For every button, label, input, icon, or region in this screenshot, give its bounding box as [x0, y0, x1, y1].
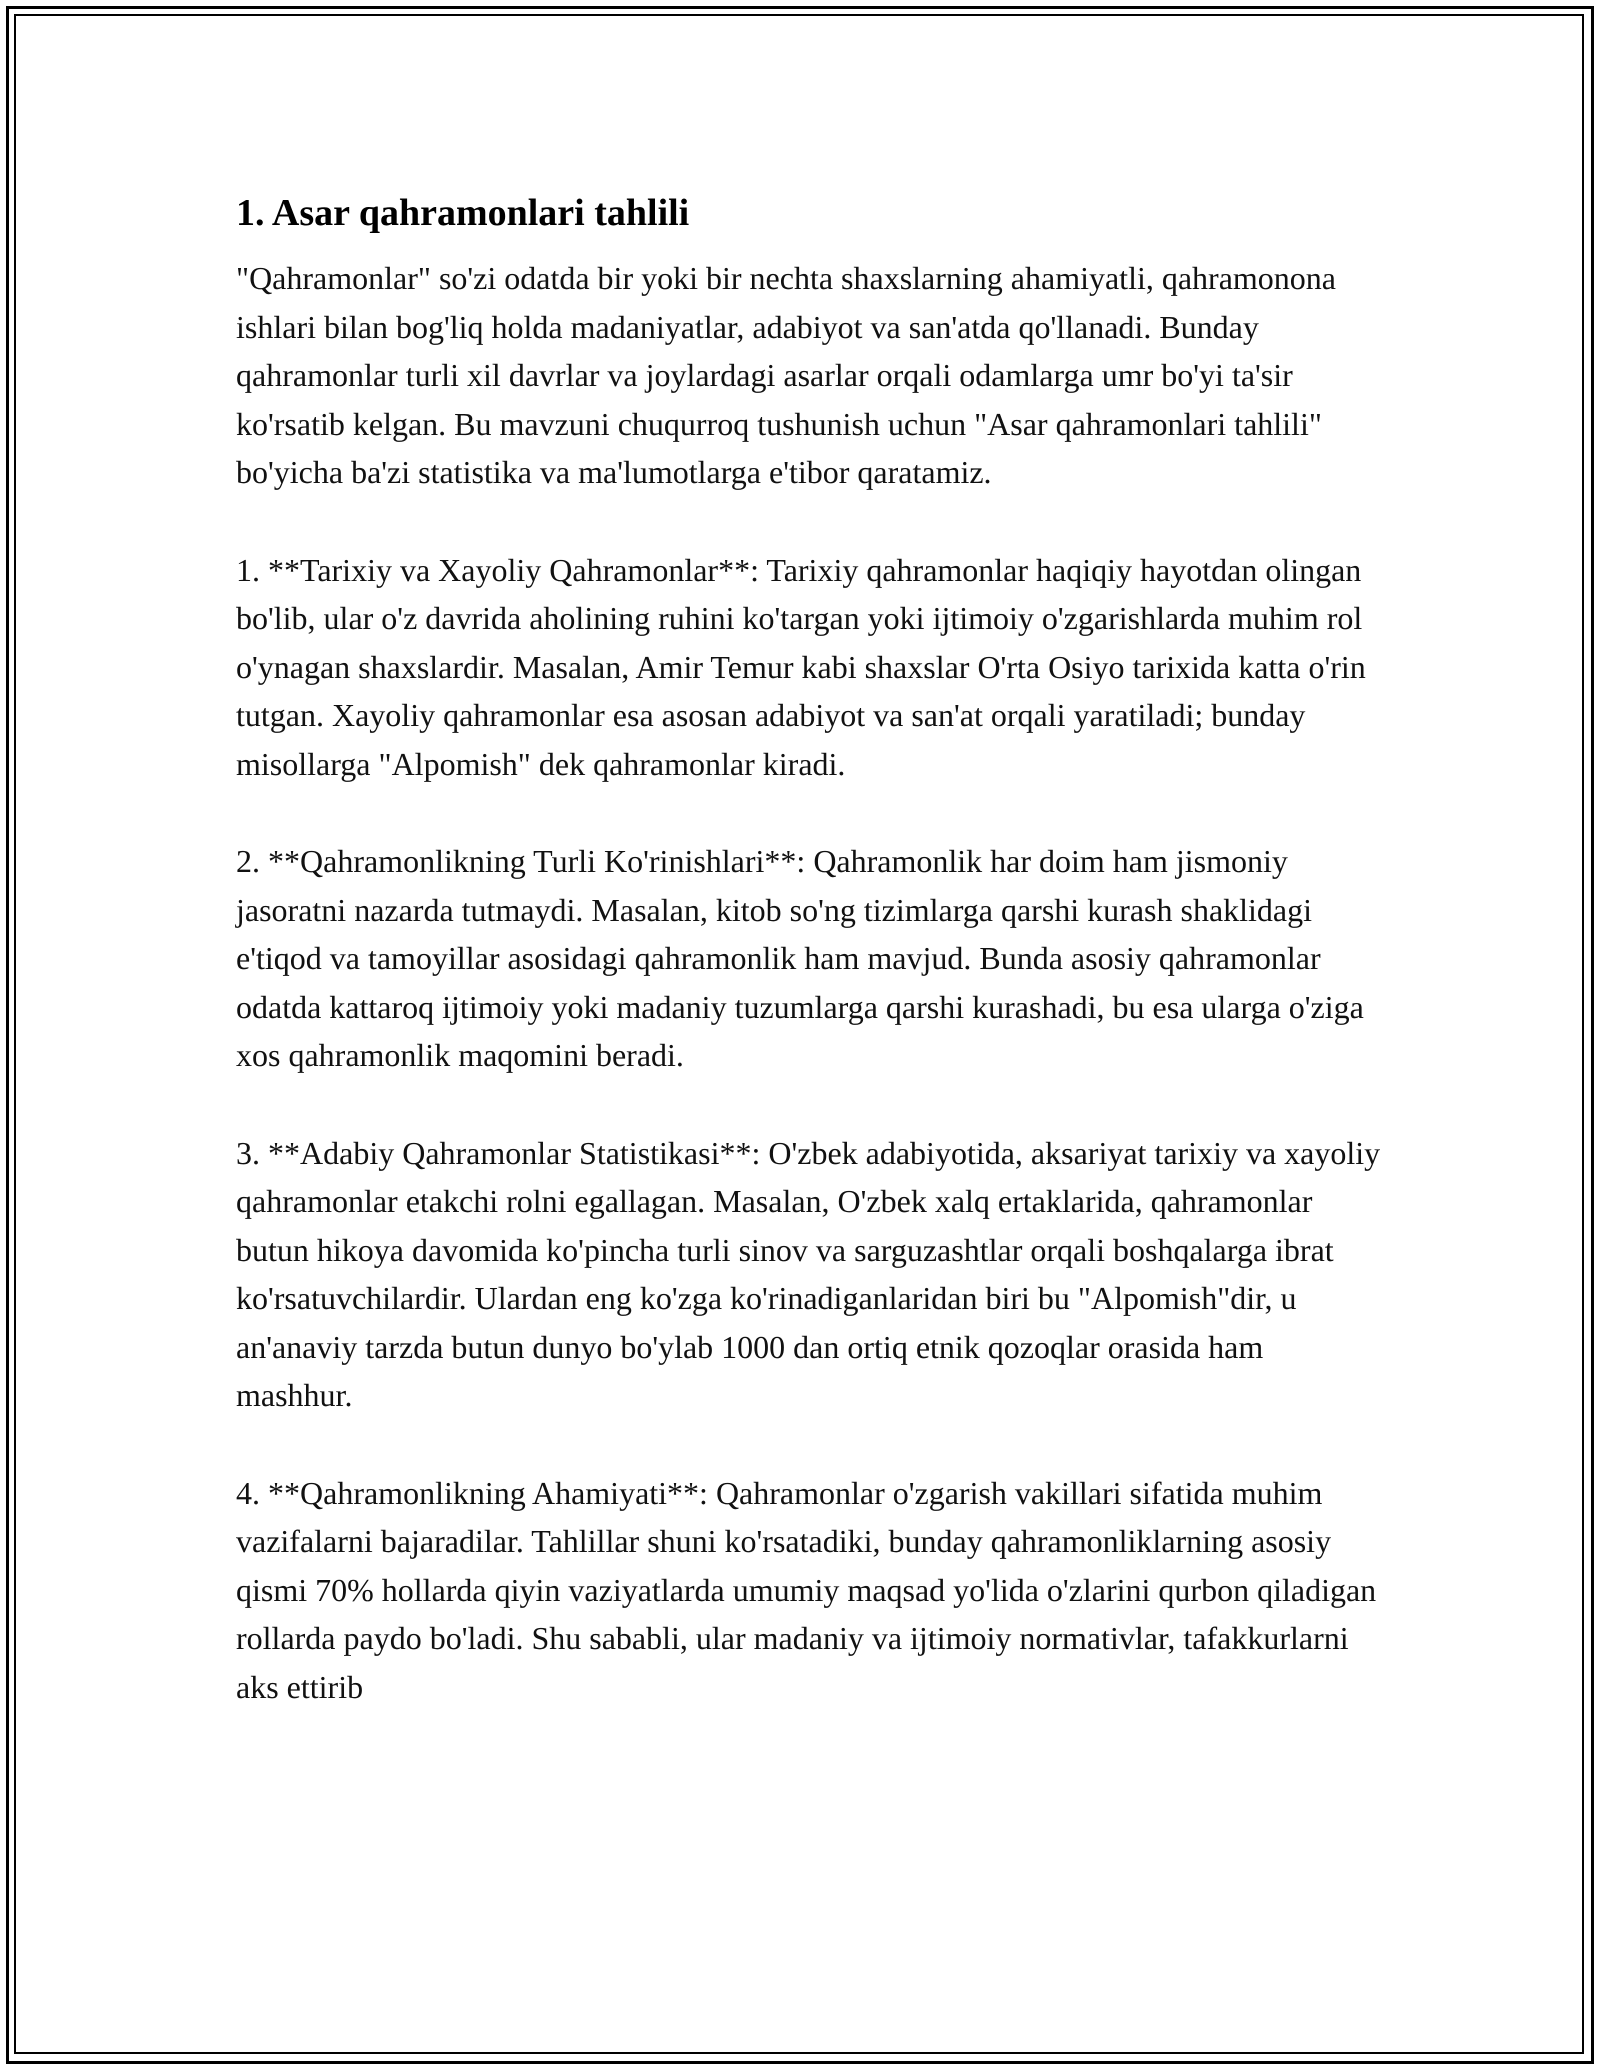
paragraph-item-3: 3. **Adabiy Qahramonlar Statistikasi**: O'zbek adabiyotida, aksariyat tarixiy va xayoliy qahramonlar etakchi rolni egallagan. Masalan, O'zbek xalq ertaklarida, qahramonlar butun hikoya davomida ko'pincha turli sinov va sarguzashtlar orqali boshqalarga ibrat ko'rsatuvchilardir. Ulardan eng ko'zga ko'rinadiganlaridan biri bu "Alpomish"dir, u an'anaviy tarzda butun dunyo bo'ylab 1000 dan ortiq etnik qozoqlar orasida ham mashhur.: [236, 1134, 1381, 1413]
paragraph-item-2: 2. **Qahramonlikning Turli Ko'rinishlari**: Qahramonlik har doim ham jismoniy jasoratni nazarda tutmaydi. Masalan, kitob so'ng tizimlarga qarshi kurash shaklidagi e'tiqod va tamoyillar asosidagi qahramonlik ham mavjud. Bunda asosiy qahramonlar odatda kattaroq ijtimoiy yoki madaniy tuzumlarga qarshi kurashadi, bu esa ularga o'ziga xos qahramonlik maqomini beradi.: [236, 843, 1364, 1073]
paragraph-intro: "Qahramonlar" so'zi odatda bir yoki bir nechta shaxslarning ahamiyatli, qahramonona ishlari bilan bog'liq holda madaniyatlar, adabiyot va san'atda qo'llanadi. Bunday qahramonlar turli xil davrlar va joylardagi asarlar orqali odamlarga umr bo'yi ta'sir ko'rsatib kelgan. Bu mavzuni chuqurroq tushunish uchun "Asar qahramonlari tahlili" bo'yicha ba'zi statistika va ma'lumotlarga e'tibor qaratamiz.: [236, 260, 1336, 490]
document-title: 1. Asar qahramonlari tahlili: [236, 192, 690, 234]
paragraph-item-1: 1. **Tarixiy va Xayoliy Qahramonlar**: Tarixiy qahramonlar haqiqiy hayotdan olingan bo'lib, ular o'z davrida aholining ruhini ko'targan yoki ijtimoiy o'zgarishlarda muhim rol o'ynagan shaxslardir. Masalan, Amir Temur kabi shaxslar O'rta Osiyo tarixida katta o'rin tutgan. Xayoliy qahramonlar esa asosan adabiyot va san'at orqali yaratiladi; bunday misollarga "Alpomish" dek qahramonlar kiradi.: [236, 551, 1366, 782]
paragraph-item-4: 4. **Qahramonlikning Ahamiyati**: Qahramonlar o'zgarish vakillari sifatida muhim vazifalarni bajaradilar. Tahlillar shuni ko'rsatadiki, bunday qahramonliklarning asosiy qismi 70% hollarda qiyin vaziyatlarda umumiy maqsad yo'lida o'zlarini qurbon qiladigan rollarda paydo bo'ladi. Shu sababli, ular madaniy va ijtimoiy normativlar, tafakkurlarni aks ettirib: [236, 1474, 1377, 1705]
document-body: [236, 188, 1386, 1711]
